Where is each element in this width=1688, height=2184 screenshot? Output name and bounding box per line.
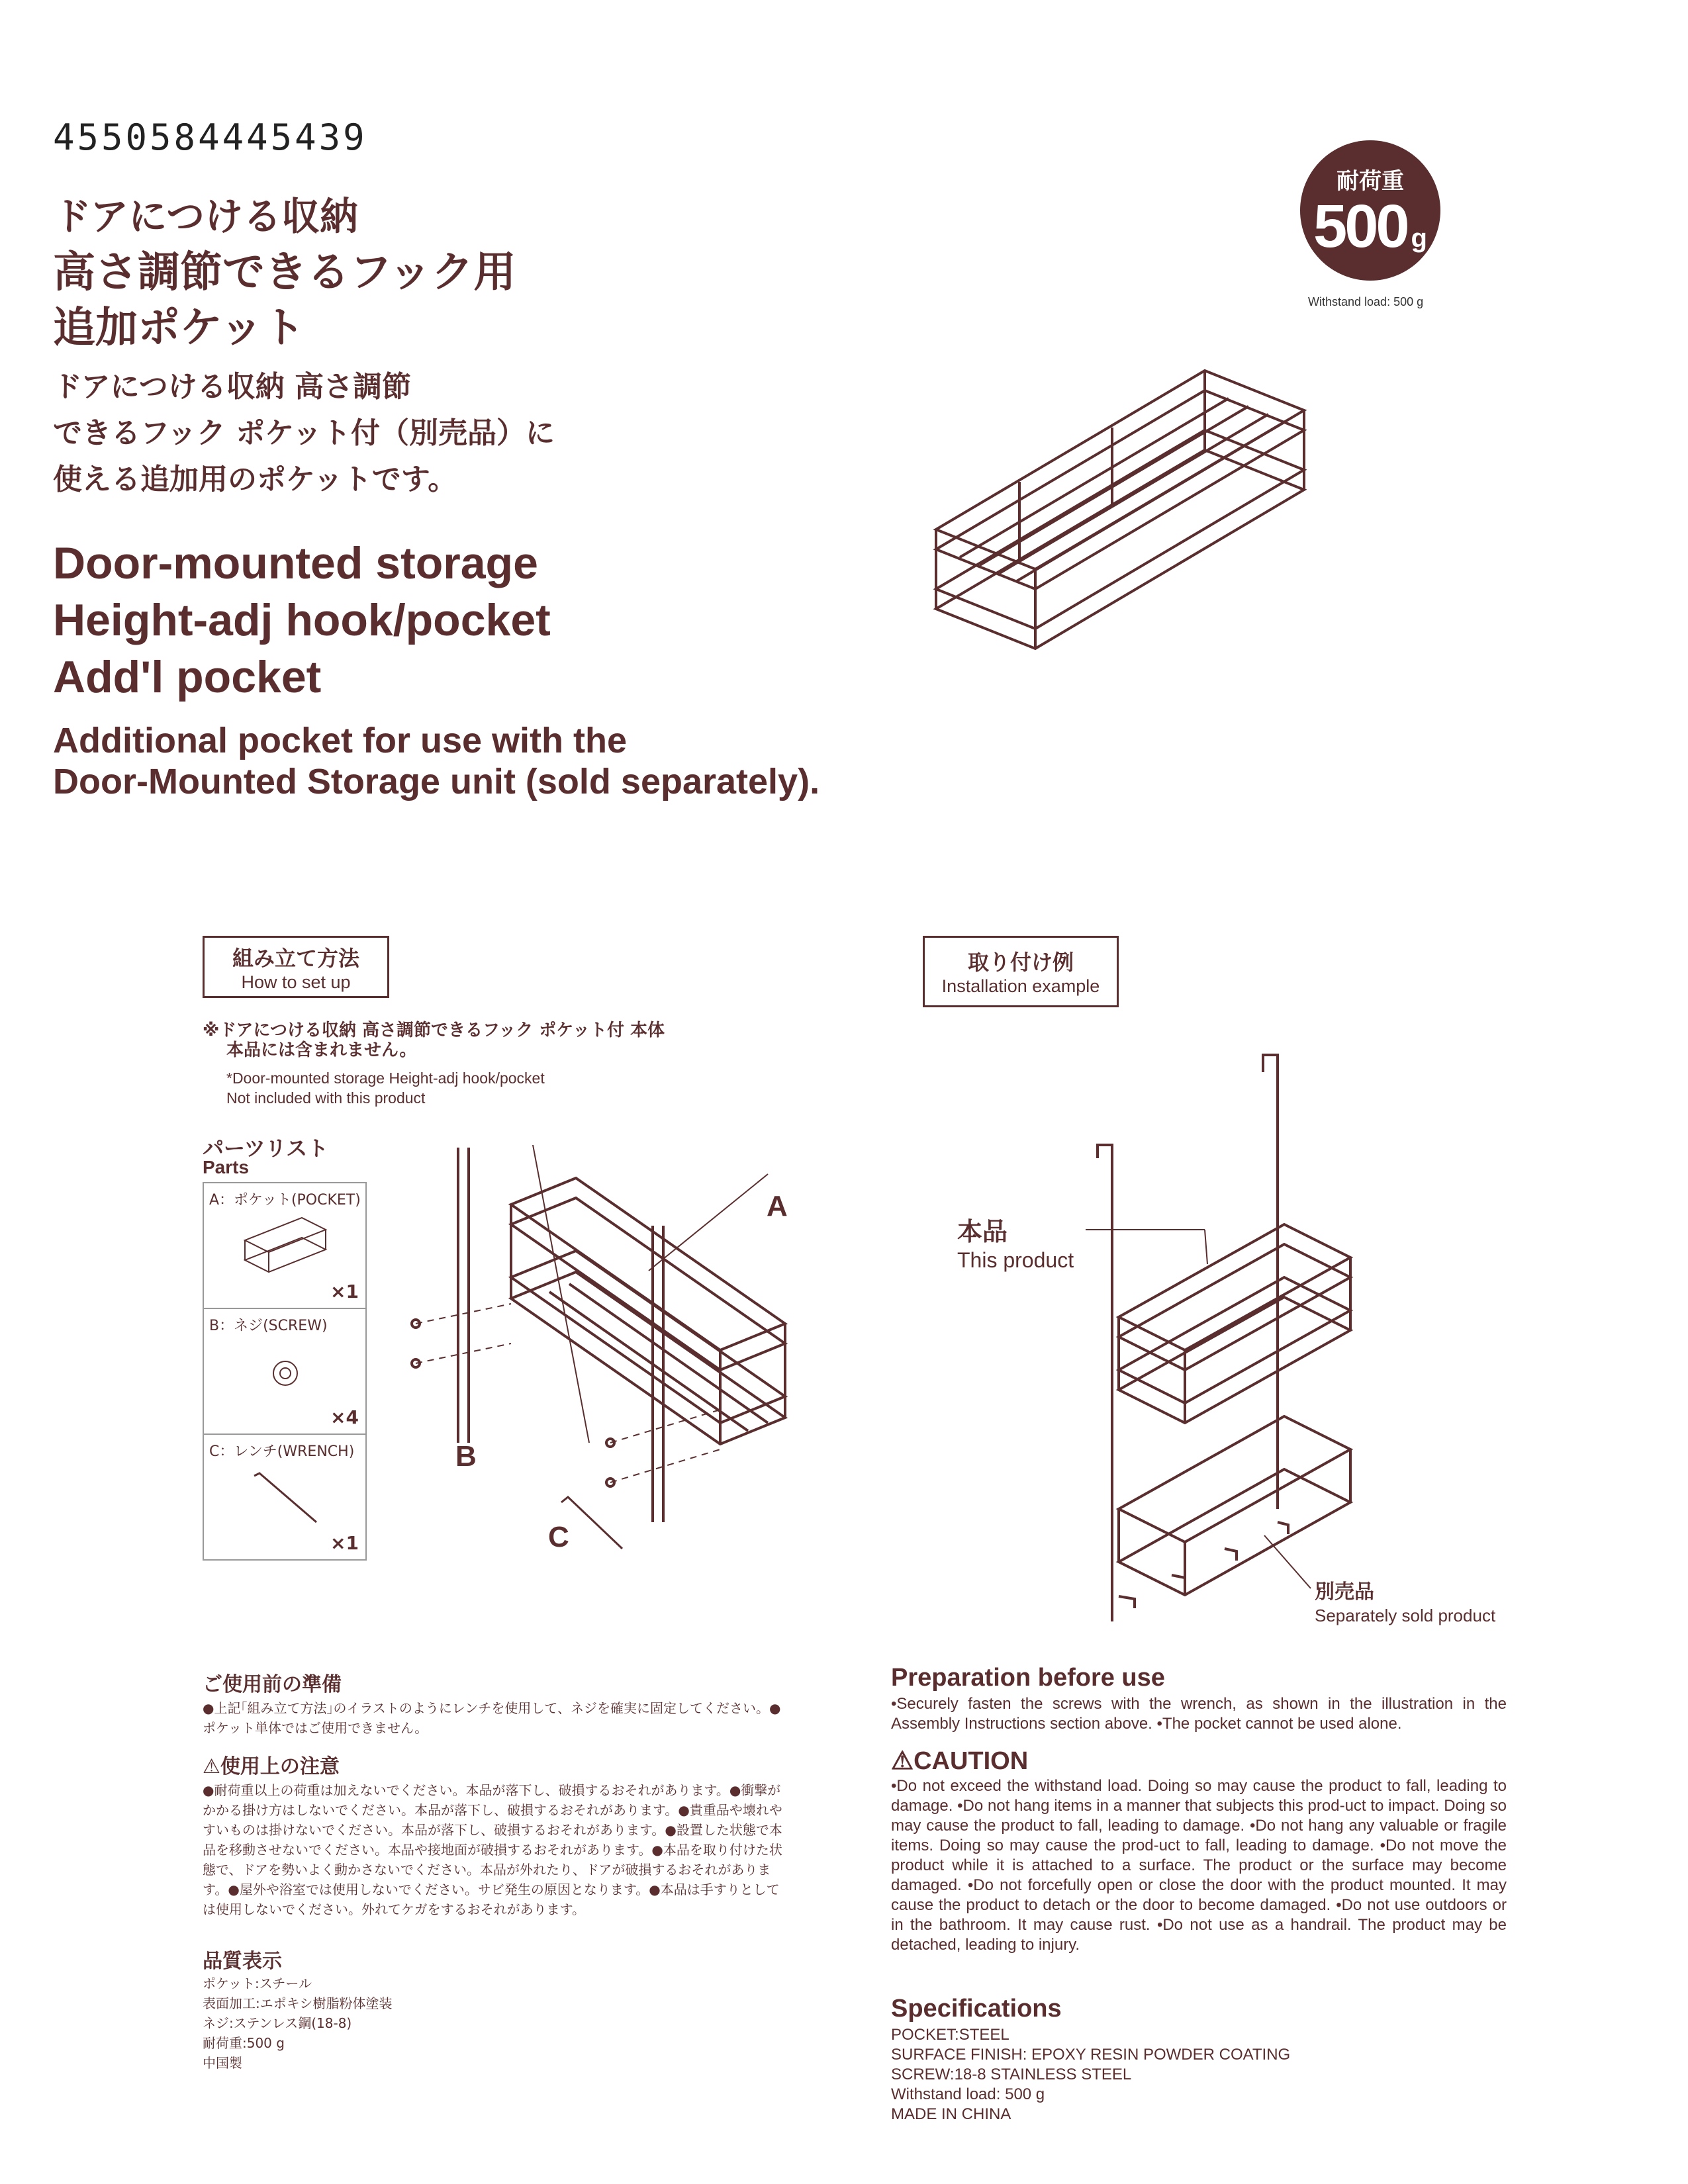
- quality-line: ネジ:ステンレス鋼(18-8): [203, 2015, 352, 2031]
- callout-a: A: [767, 1190, 788, 1222]
- part-item-pocket: [203, 1182, 367, 1309]
- note-jp-line: ※ドアにつける収納 高さ調節できるフック ポケット付 本体: [203, 1021, 665, 1040]
- jp-subtitle: ドアにつける収納: [53, 194, 359, 239]
- assembly-illustration: [397, 1125, 808, 1575]
- quality-line: 中国製: [203, 2055, 242, 2071]
- prep-title-en: Preparation before use: [891, 1664, 1165, 1692]
- part-qty: ×1: [330, 1281, 359, 1302]
- wrench-icon: [250, 1469, 323, 1529]
- prep-title-jp: ご使用前の準備: [203, 1673, 342, 1696]
- caution-title-en: ⚠CAUTION: [891, 1747, 1029, 1775]
- quality-list-jp: [203, 1974, 904, 2073]
- part-qty: ×1: [330, 1532, 359, 1554]
- this-product-en: This product: [957, 1248, 1074, 1272]
- jp-desc-line: 使える追加用のポケットです。: [53, 463, 457, 496]
- product-code: 4550584445439: [53, 116, 367, 158]
- parts-title-en: Parts: [203, 1157, 250, 1177]
- setup-note-en: [226, 1068, 545, 1108]
- setup-heading: [203, 936, 389, 998]
- quality-line: 表面加工:エポキシ樹脂粉体塗装: [203, 1995, 393, 2011]
- part-label: A：ポケット(POCKET): [209, 1192, 361, 1208]
- quality-line: 耐荷重:500 g: [203, 2035, 285, 2051]
- part-qty: ×4: [330, 1406, 359, 1428]
- spec-line: Withstand load: 500 g: [891, 2085, 1045, 2103]
- pocket-icon: [242, 1214, 328, 1280]
- install-heading: [923, 936, 1119, 1007]
- callout-b: B: [455, 1440, 477, 1473]
- en-title-line-1: Door-mounted storage: [53, 538, 538, 588]
- part-item-wrench: [203, 1433, 367, 1561]
- this-product-jp: 本品: [957, 1217, 1008, 1246]
- install-title-jp: 取り付け例: [967, 950, 1074, 975]
- screw-icon: [269, 1357, 302, 1390]
- spec-line: MADE IN CHINA: [891, 2105, 1011, 2123]
- installation-illustration: [1086, 1046, 1377, 1621]
- prep-body-en: •Securely fasten the screws with the wrench, as shown in the illustration in the Assembly Instructions section above. •The pocket cannot be used alone.: [891, 1695, 1507, 1733]
- jp-description: [53, 364, 555, 503]
- badge-label: 耐荷重: [1336, 168, 1404, 195]
- caution-body-jp: ●耐荷重以上の荷重は加えないでください。本品が落下し、破損するおそれがあります。●衝撃がかかる掛け方はしないでください。本品が落下し、破損するおそれがあります。●貴重品や壊れやすいものは掛けないでください。本品が落下し、破損するおそれがあります。●設置した状態で本品を移動させないでください。本品や接地面が破損するおそれがあります。●本品を取り付けた状態で、ドアを勢いよく動かさないでください。本品が外れたり、ドアが破損するおそれがあります。●屋外や浴室では使用しないでください。サビ発生の原因となります。●本品は手すりとしては使用しないでください。外れてケガをするおそれがあります。: [203, 1782, 782, 1917]
- jp-desc-line: ドアにつける収納 高さ調節: [53, 370, 412, 404]
- quality-line: ポケット:スチール: [203, 1976, 312, 1991]
- badge-unit: g: [1411, 224, 1427, 253]
- prep-body-jp: ●上記｢組み立て方法｣のイラストのようにレンチを使用して、ネジを確実に固定してください。●ポケット単体ではご使用できません。: [203, 1700, 781, 1736]
- en-desc-line: Door-Mounted Storage unit (sold separately).: [53, 762, 820, 801]
- part-item-screw: [203, 1308, 367, 1435]
- badge-value: 500 g: [1313, 193, 1427, 260]
- caution-body-en: •Do not exceed the withstand load. Doing so may cause the product to fall, leading to damage. •Do not hang items in a manner that subjects this prod-uct to impact. Doing so may cause the product to fall, leading to damage. •Do not hang any valuable or fragile items. Doing so may cause the prod-uct to fall, leading to damage. •Do not move the product while it is attached to a surface. The product or the surface may become damaged. •Do not forcefully open or close the door with the product mounted. It may cause the product to detach or the door to become damaged. •Do not use outdoors or in the bathroom. It may cause rust. •Do not use as a handrail. The product may be detached, leading to injury.: [891, 1777, 1507, 1954]
- en-title-line-2: Height-adj hook/pocket: [53, 595, 551, 645]
- setup-title-en: How to set up: [241, 972, 351, 992]
- part-label: B：ネジ(SCREW): [209, 1318, 328, 1334]
- jp-title-line-2: 追加ポケット: [53, 304, 305, 353]
- note-jp-line: 本品には含まれません。: [226, 1040, 417, 1060]
- install-title-en: Installation example: [941, 976, 1100, 996]
- pocket-illustration: [927, 357, 1311, 662]
- spec-title-en: Specifications: [891, 1995, 1062, 2023]
- en-title-line-3: Add'l pocket: [53, 652, 322, 702]
- quality-title-jp: 品質表示: [203, 1950, 282, 1973]
- note-en-line: *Door-mounted storage Height-adj hook/pocket: [226, 1069, 545, 1087]
- spec-line: POCKET:STEEL: [891, 2026, 1009, 2044]
- spec-list-en: [891, 2025, 1290, 2124]
- note-en-line: Not included with this product: [226, 1089, 426, 1107]
- sold-separately-en: Separately sold product: [1315, 1606, 1496, 1625]
- setup-title-jp: 組み立て方法: [232, 946, 359, 971]
- spec-line: SURFACE FINISH: EPOXY RESIN POWDER COATING: [891, 2046, 1291, 2064]
- en-description: [53, 720, 820, 802]
- jp-desc-line: できるフック ポケット付（別売品）に: [53, 416, 555, 450]
- callout-c: C: [548, 1521, 569, 1553]
- en-desc-line: Additional pocket for use with the: [53, 721, 628, 760]
- parts-title-jp: パーツリスト: [203, 1136, 329, 1161]
- load-badge: [1300, 140, 1440, 281]
- spec-line: SCREW:18-8 STAINLESS STEEL: [891, 2066, 1132, 2083]
- part-label: C：レンチ(WRENCH): [209, 1443, 355, 1460]
- jp-title-line-1: 高さ調節できるフック用: [53, 248, 516, 297]
- caution-title-jp: ⚠使用上の注意: [203, 1755, 340, 1778]
- setup-note-jp: [203, 1021, 665, 1060]
- badge-caption: Withstand load: 500 g: [1308, 295, 1424, 308]
- sold-separately-jp: 別売品: [1315, 1580, 1374, 1604]
